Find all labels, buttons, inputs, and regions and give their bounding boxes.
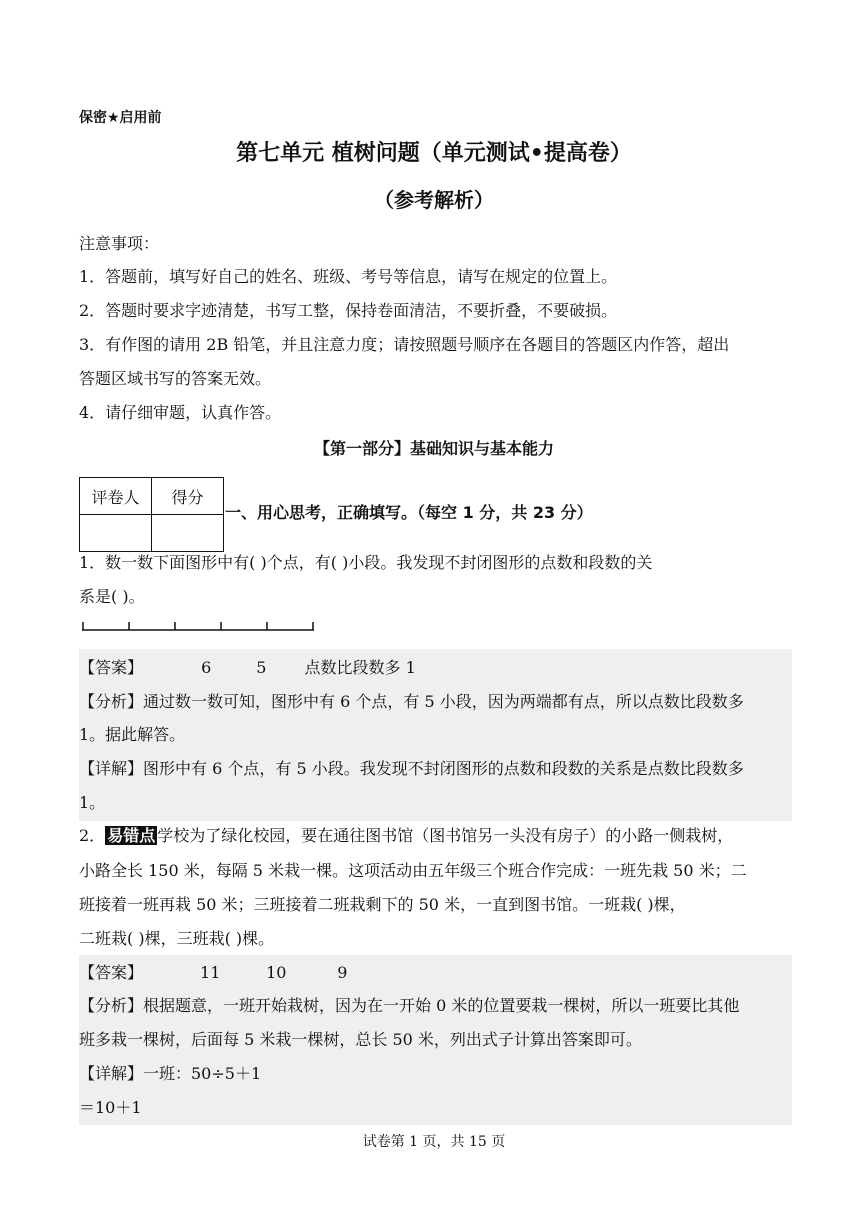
note-item-4: 4．请仔细审题，认真作答。 [79,403,282,422]
q2-line-3: 班接着一班再栽 50 米；三班接着二班栽剩下的 50 米，一直到图书馆。一班栽( )棵， [79,895,686,914]
q2-answer [79,960,367,983]
q2-detail: 【详解】一班：50÷5＋1 [79,1064,262,1083]
q1-line-2: 系是( )。 [79,587,145,606]
answer-value: 10 [266,963,287,982]
score-header: 得分 [152,478,224,515]
answer-value: 点数比段数多 1 [304,658,416,677]
note-item-3-cont: 答题区域书写的答案无效。 [79,369,272,388]
q2-analysis-cont: 班多栽一棵树，后面每 5 米栽一棵树，总长 50 米，列出式子计算出答案即可。 [79,1030,642,1049]
q1-detail-cont: 1。 [79,793,106,812]
q2-number: 2． [79,826,106,845]
answer-value: 9 [337,963,348,982]
segment-figure [80,618,320,634]
document-title: 第七单元 植树问题（单元测试•提高卷） [236,141,632,166]
note-item-2: 2．答题时要求字迹清楚，书写工整，保持卷面清洁，不要折叠，不要破损。 [79,301,618,320]
answer-value: 11 [200,963,221,982]
answer-label: 【答案】 [79,963,144,982]
q1-analysis-cont: 1。据此解答。 [79,725,186,744]
q2-text: 学校为了绿化校园，要在通往图书馆（图书馆另一头没有房子）的小路一侧栽树， [157,826,734,845]
q2-analysis: 【分析】根据题意，一班开始栽树，因为在一开始 0 米的位置要栽一棵树，所以一班要比其他 [79,996,740,1015]
reviewer-header: 评卷人 [80,478,152,515]
score-cell [152,515,224,552]
q2-detail-cont: ＝10＋1 [79,1098,142,1117]
q2-line-4: 二班栽( )棵，三班栽( )棵。 [79,929,275,948]
reviewer-cell [80,515,152,552]
q2-line-2: 小路全长 150 米，每隔 5 米栽一棵。这项活动由五年级三个班合作完成：一班先栽 50 米；二 [79,861,747,880]
page-footer: 试卷第 1 页，共 15 页 [362,1134,506,1150]
score-table [79,477,224,552]
q2-line-1 [79,823,733,846]
answer-value: 6 [201,658,212,677]
q1-detail: 【详解】图形中有 6 个点，有 5 小段。我发现不封闭图形的点数和段数的关系是点数比段数多 [79,759,744,778]
question-group-heading: 一、用心思考，正确填写。（每空 1 分，共 23 分） [225,503,593,522]
notes-heading: 注意事项： [79,234,160,253]
confidential-label: 保密★启用前 [79,110,162,126]
section-title: 【第一部分】基础知识与基本能力 [313,439,554,458]
q1-line-1: 1．数一数下面图形中有( )个点，有( )小段。我发现不封闭图形的点数和段数的关 [79,553,653,572]
q1-analysis: 【分析】通过数一数可知，图形中有 6 个点，有 5 小段，因为两端都有点，所以点数比段数多 [79,692,744,711]
q1-answer [79,655,416,678]
note-item-3: 3．有作图的请用 2B 铅笔，并且注意力度；请按照题号顺序在各题目的答题区内作答，超出 [79,335,730,354]
answer-value: 5 [256,658,267,677]
note-item-1: 1．答题前，填写好自己的姓名、班级、考号等信息，请写在规定的位置上。 [79,267,618,286]
error-prone-tag: 易错点 [107,826,156,845]
document-subtitle: （参考解析） [374,188,494,212]
answer-label: 【答案】 [79,658,144,677]
